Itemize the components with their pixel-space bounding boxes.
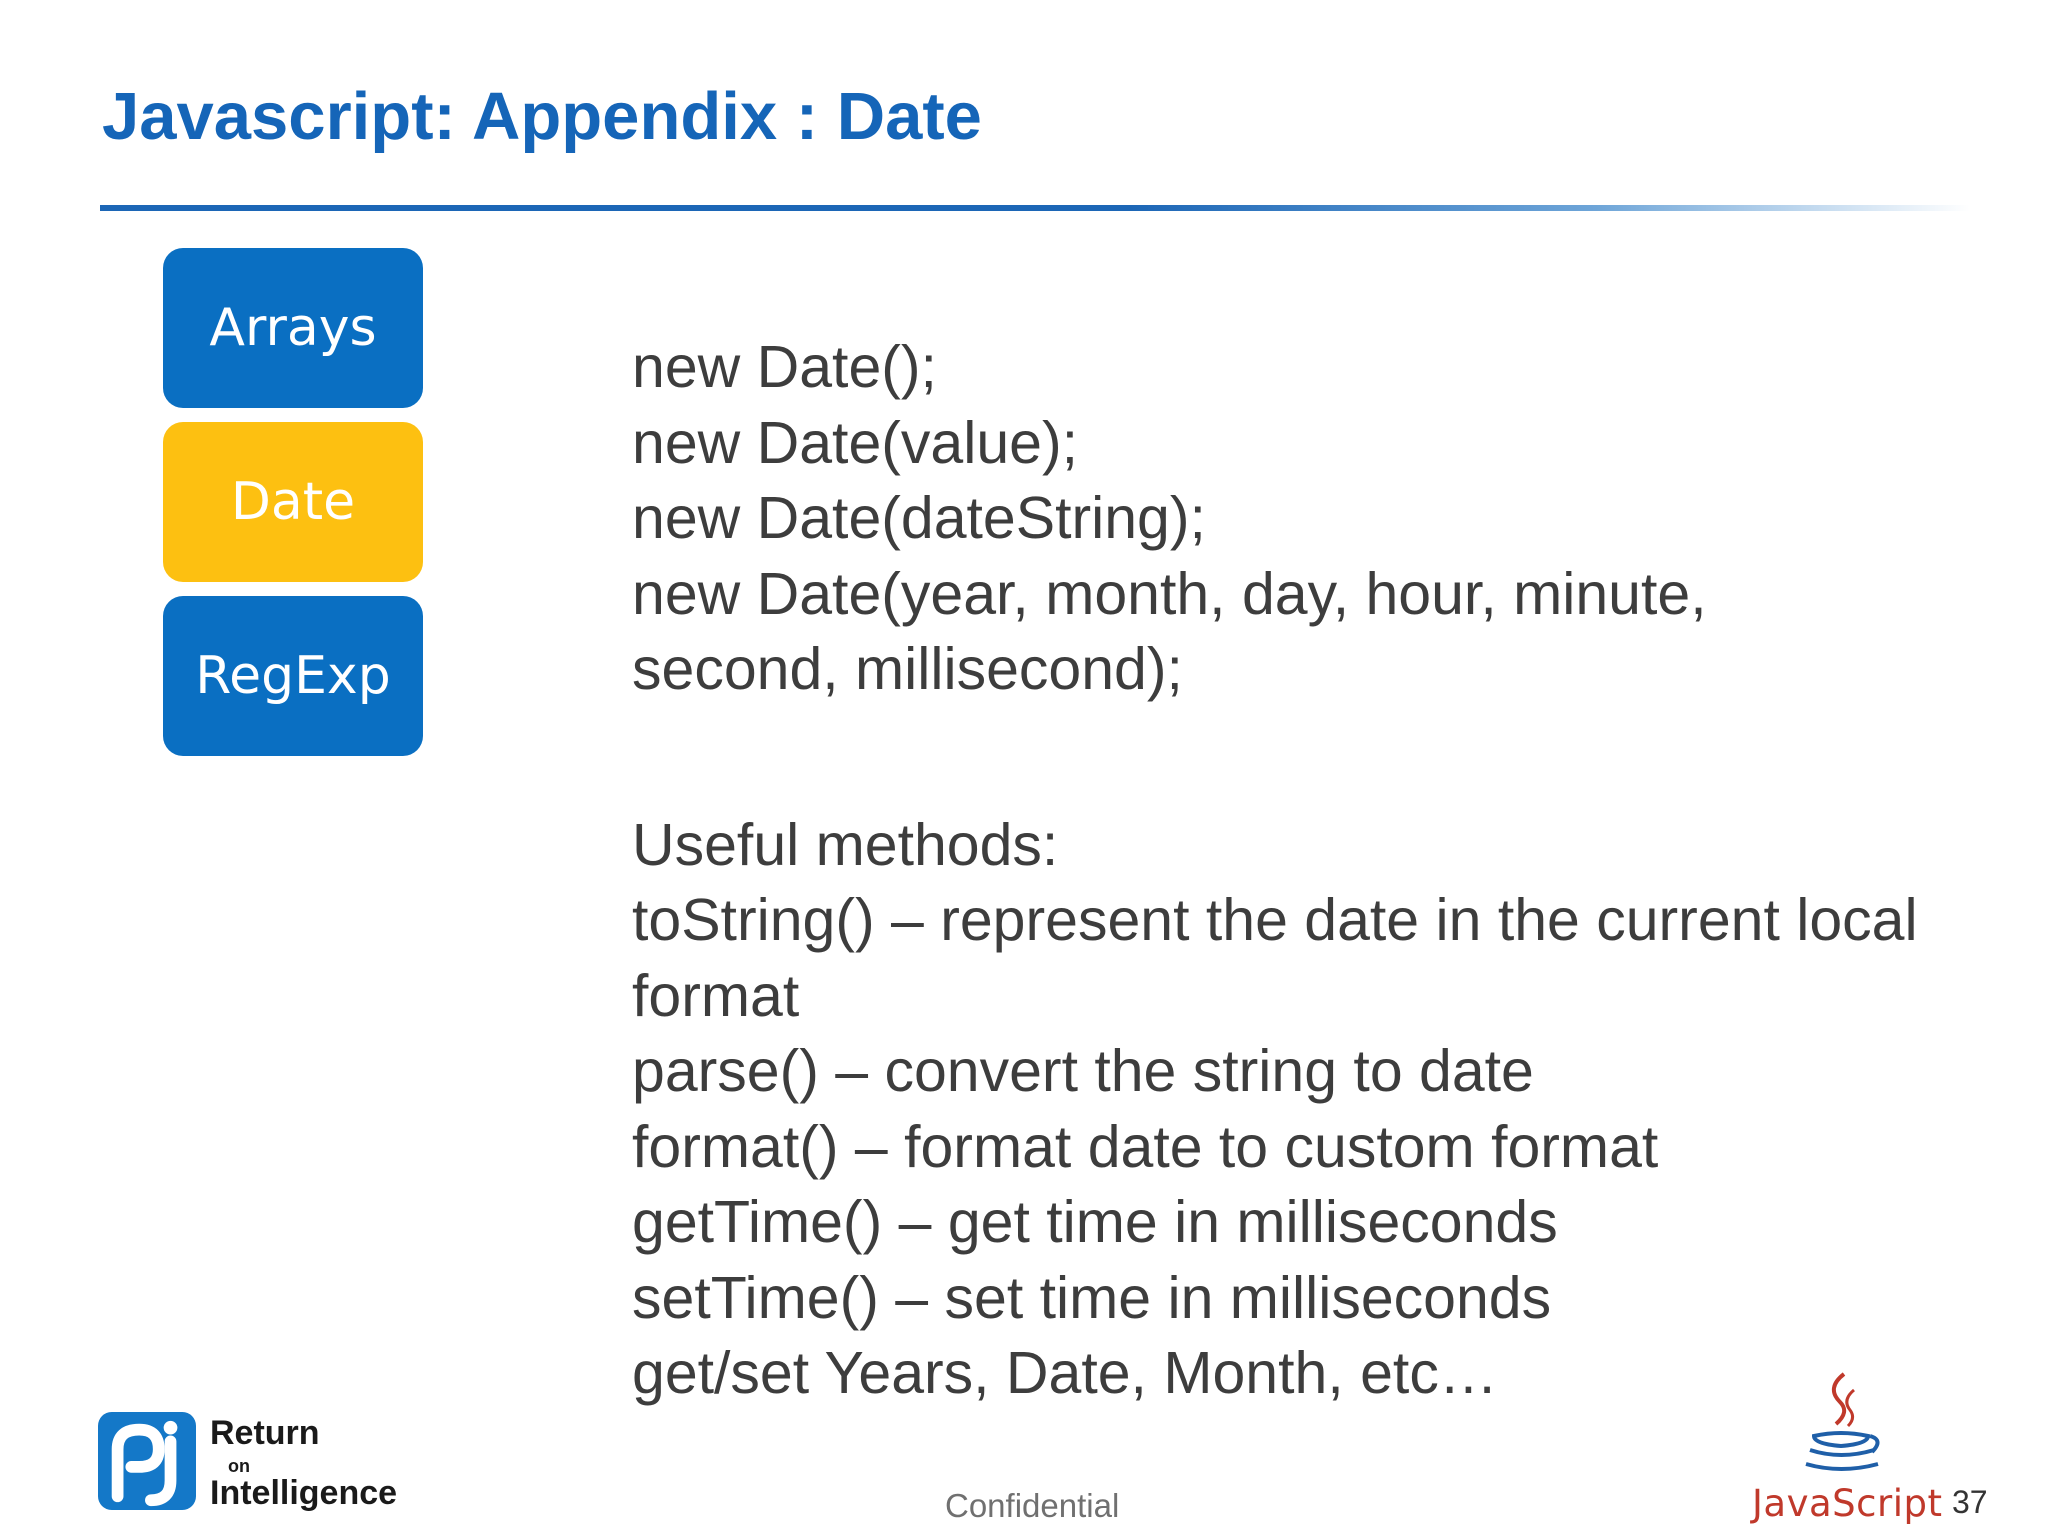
logo-text-return: Return: [210, 1414, 320, 1452]
page-number: 37: [1952, 1484, 1988, 1520]
method-line: getTime() – get time in milliseconds: [632, 1189, 1558, 1255]
slide-body: [632, 330, 2032, 1412]
constructor-line: new Date();: [632, 334, 937, 400]
constructor-line: new Date(year, month, day, hour, minute,: [632, 560, 1707, 627]
confidential-label: Confidential: [945, 1487, 1120, 1524]
method-line: toString() – represent the date in the current local: [632, 887, 1918, 953]
methods-heading: Useful methods:: [632, 811, 1059, 878]
method-line: format() – format date to custom format: [632, 1113, 1659, 1180]
constructor-line: new Date(value);: [632, 409, 1078, 476]
logo-text-intelligence: Intelligence: [210, 1474, 398, 1512]
javascript-logo-text: JavaScript: [1752, 1482, 1943, 1525]
spacer: [632, 708, 2032, 808]
logo-text-on: on: [228, 1456, 250, 1476]
company-logo: [98, 1412, 398, 1522]
constructor-line: new Date(dateString);: [632, 485, 1206, 551]
method-line: parse() – convert the string to date: [632, 1038, 1534, 1104]
nav-regexp-button[interactable]: RegExp: [163, 596, 423, 756]
method-line: setTime() – set time in milliseconds: [632, 1264, 1552, 1331]
return-on-intelligence-logo-icon: [98, 1412, 196, 1510]
javascript-logo: [1752, 1370, 1943, 1530]
section-nav: [163, 248, 423, 770]
constructor-line: second, millisecond);: [632, 636, 1183, 702]
slide-title: Javascript: Appendix : Date: [102, 79, 982, 154]
nav-arrays-button[interactable]: Arrays: [163, 248, 423, 408]
title-divider: [100, 205, 1970, 211]
method-line: get/set Years, Date, Month, etc…: [632, 1340, 1498, 1406]
coffee-cup-icon: [1796, 1370, 1886, 1480]
method-line: format: [632, 962, 800, 1029]
nav-date-button[interactable]: Date: [163, 422, 423, 582]
